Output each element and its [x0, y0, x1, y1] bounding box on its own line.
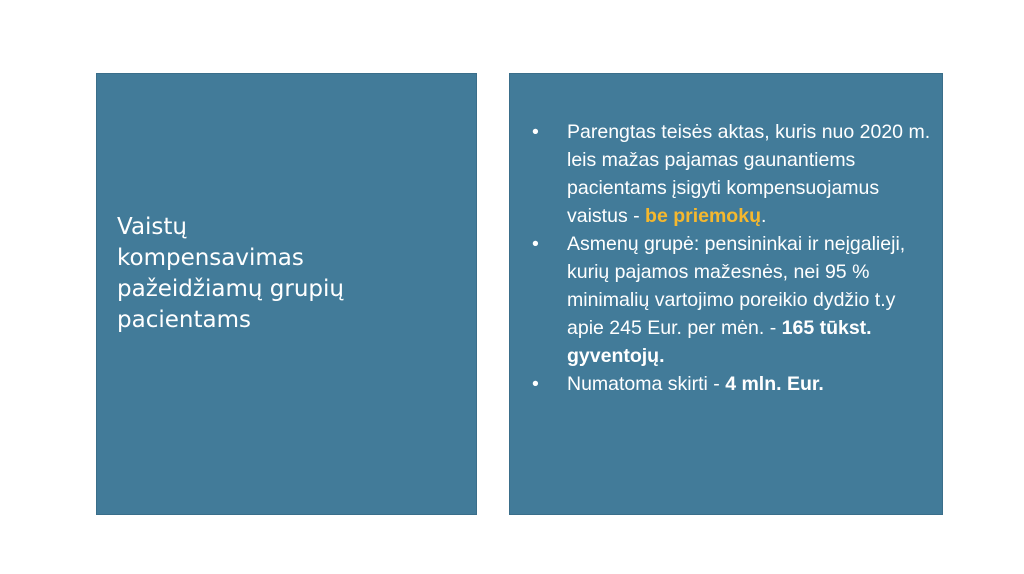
bullet-item-legal-act	[532, 118, 932, 230]
bullet-tail: .	[760, 205, 767, 227]
highlight-text: be priemokų	[645, 205, 761, 227]
bullet-item-funding	[532, 370, 932, 398]
bullet-item-group	[532, 230, 932, 370]
bullet-list	[532, 118, 932, 398]
panel-title-line: pažeidžiamų grupių	[117, 276, 344, 302]
bullet-text: Parengtas teisės aktas, kuris nuo 2020 m. leis mažas pajamas gaunantiems pacientams įsigyti kompensuojamus vaistus -	[567, 121, 931, 227]
bold-text: 4 mln. Eur.	[725, 373, 824, 395]
panel-title	[117, 212, 447, 336]
bullet-text: Asmenų grupė: pensininkai ir neįgalieji, kurių pajamos mažesnės, nei 95 % minimalių vartojimo poreikio dydžio t.y apie 245 Eur. per mėn. -	[567, 233, 906, 339]
bullet-icon: •	[532, 121, 539, 143]
right-panel	[509, 73, 943, 515]
bullet-icon: •	[532, 233, 539, 255]
panel-title-line: kompensavimas	[117, 245, 304, 271]
panel-title-line: Vaistų	[117, 214, 188, 240]
bold-text: 165 tūkst. gyventojų.	[567, 317, 872, 367]
bullet-text: Numatoma skirti -	[567, 373, 726, 395]
panel-title-line: pacientams	[117, 307, 251, 333]
left-panel	[96, 73, 477, 515]
bullet-icon: •	[532, 373, 539, 395]
